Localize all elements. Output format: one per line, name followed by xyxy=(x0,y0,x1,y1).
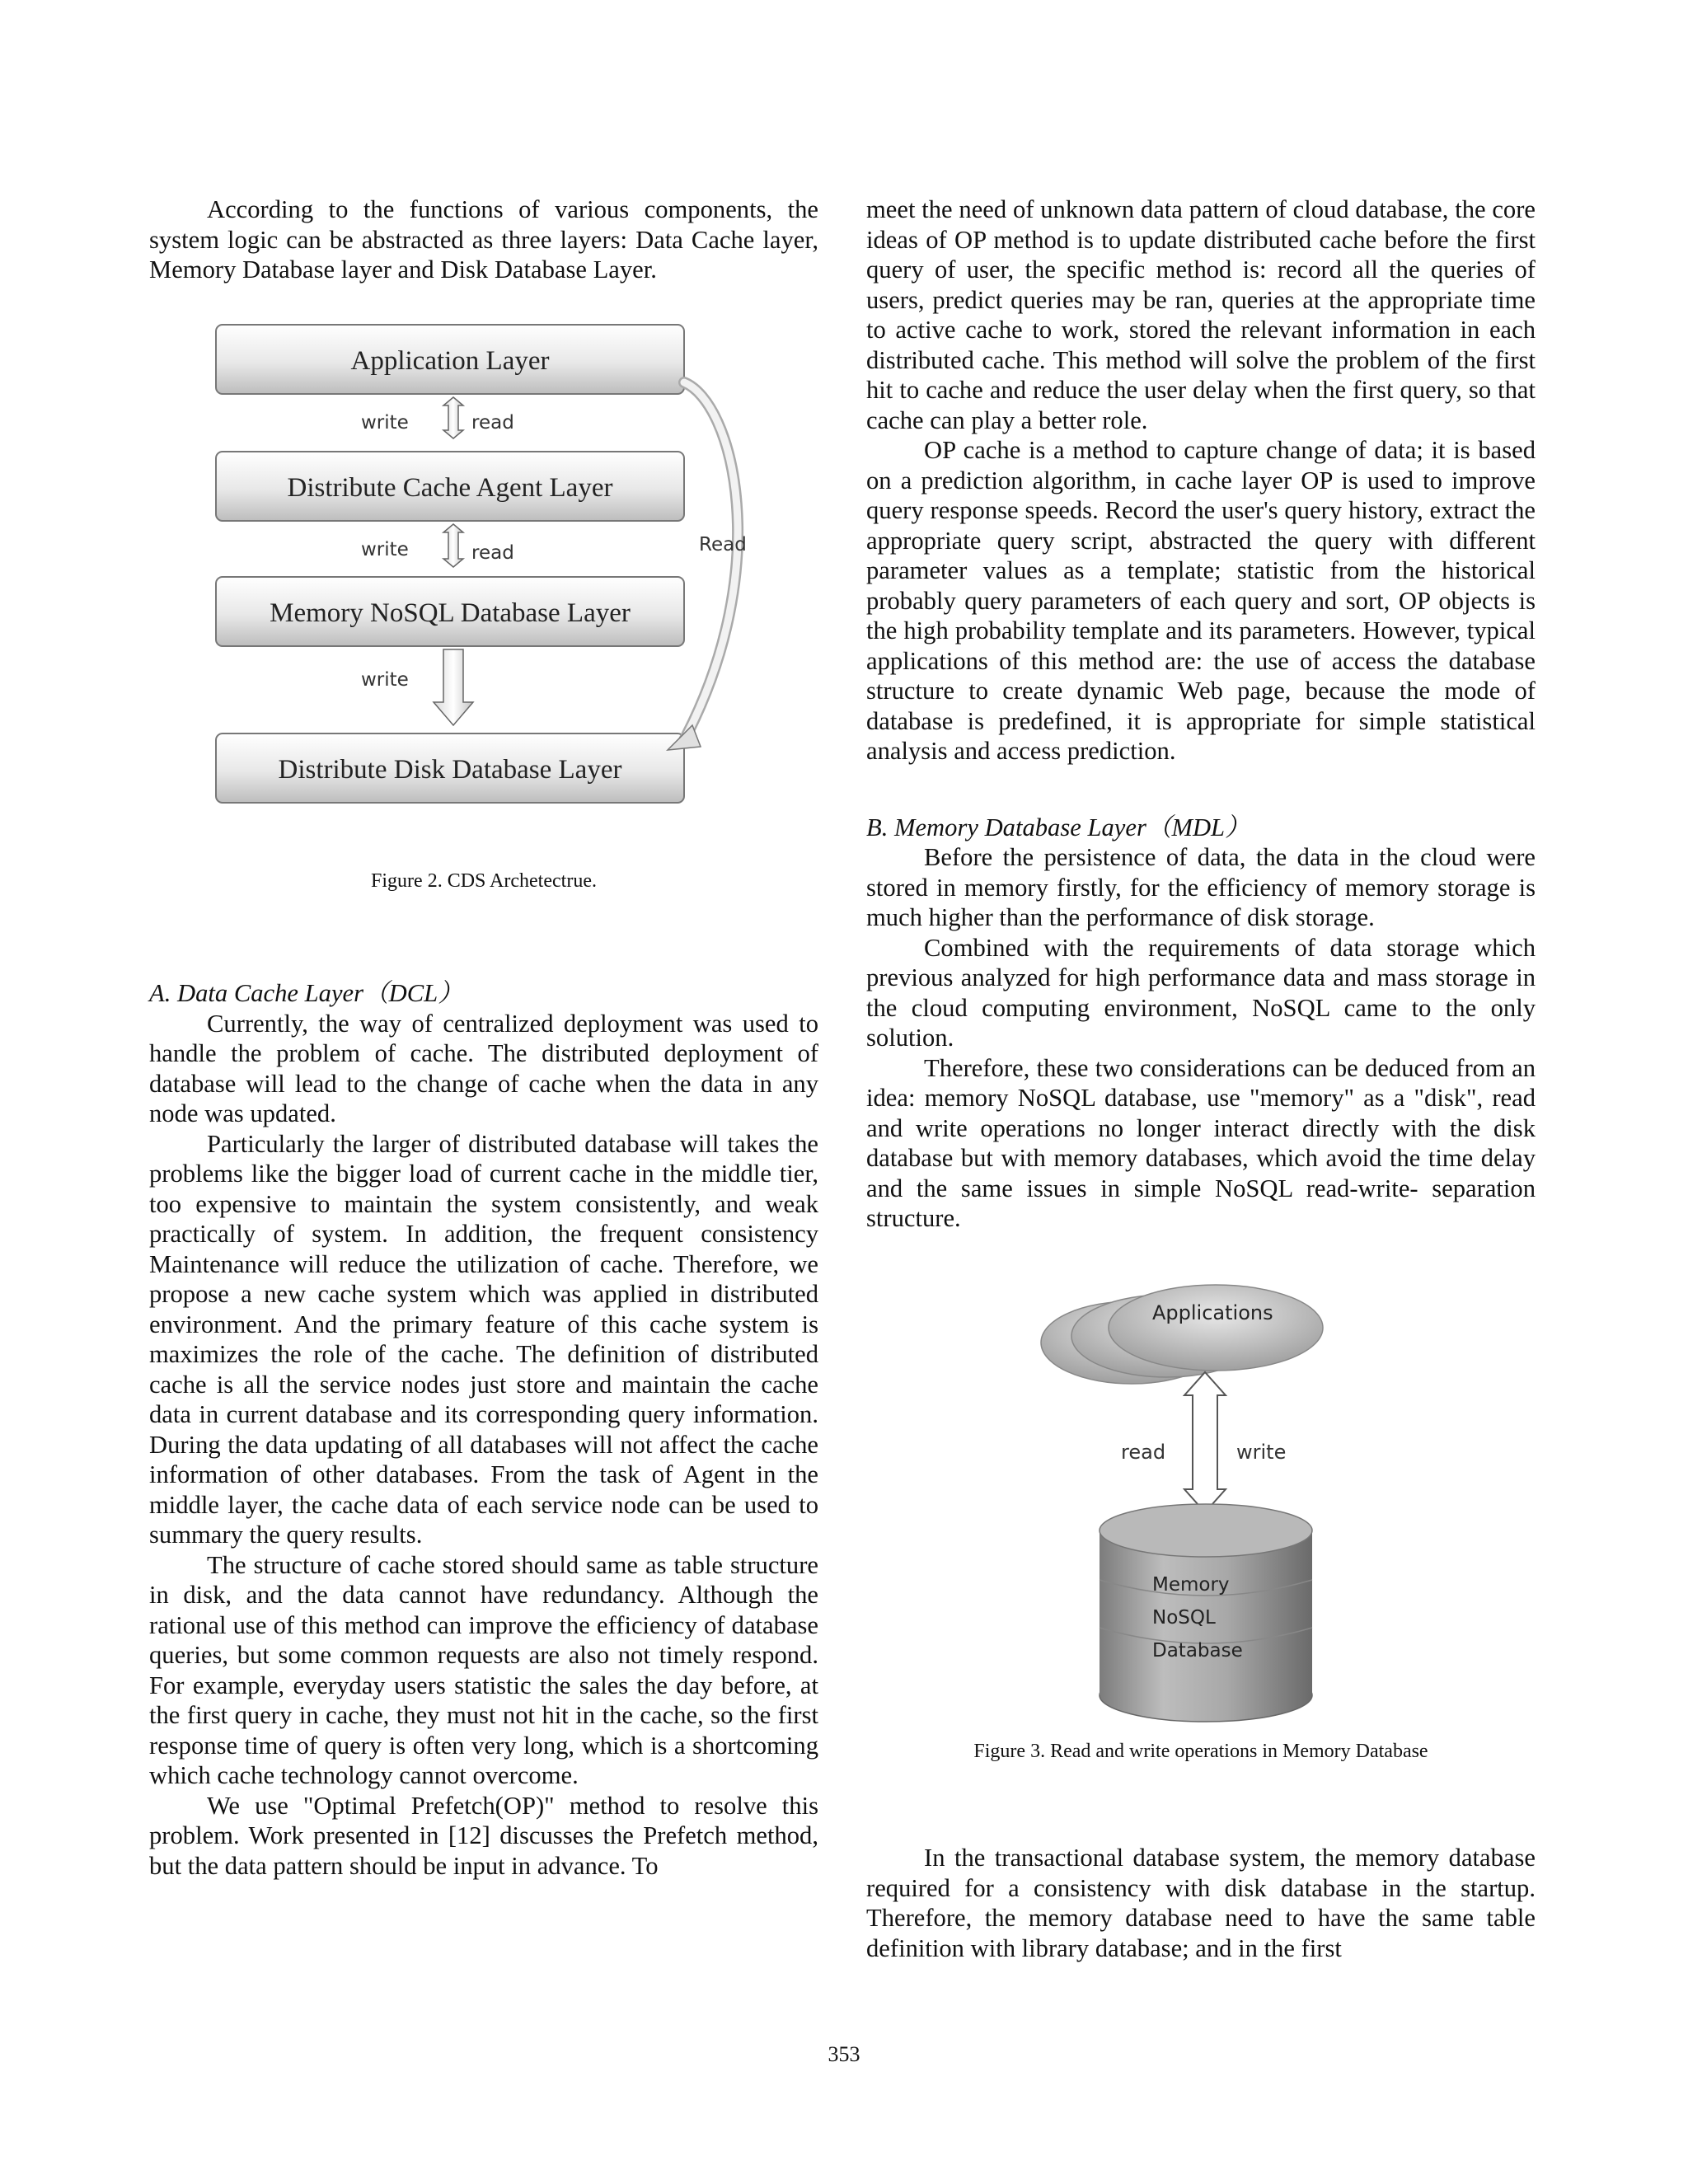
paragraph: Particularly the larger of distributed database will takes the problems like the bigger load of current cache in the middle tier, too expensive to maintain the system consistently, and weak practically of system. In addition, the frequent consistency Maintenance will reduce the utilization of cache. Therefore, we propose a new cache system which was applied in distributed environment. And the primary feature of this cache system is maximizes the role of the cache. The definition of distributed cache is all the service nodes just store and maintain the cache data in current database and its corresponding query information. During the data updating of all databases will not affect the cache information of other databases. From the task of Agent in the middle layer, the cache data of each service node can be used to summary the query results. xyxy=(149,1129,818,1549)
paragraph: We use "Optimal Prefetch(OP)" method to resolve this problem. Work presented in [12] discusses the Prefetch method, but the data pattern should be input in advance. To xyxy=(149,1791,818,1880)
figure-3-diagram xyxy=(1034,1273,1364,1727)
layer-label-disk-database: Distribute Disk Database Layer xyxy=(278,755,622,785)
left-column-lower xyxy=(149,978,818,1881)
applications-label: Applications xyxy=(1152,1301,1273,1324)
paragraph: Before the persistence of data, the data in the cloud were stored in memory firstly, for the efficiency of memory storage is much higher than the performance of disk storage. xyxy=(866,843,1536,931)
figure-3-caption: Figure 3. Read and write operations in Memory Database xyxy=(973,1741,1428,1762)
figure-2-caption: Figure 2. CDS Archetectrue. xyxy=(371,870,597,892)
figure-2-diagram xyxy=(206,320,767,823)
paragraph: The structure of cache stored should same as table structure in disk, and the data cannot have redundancy. Although the rational use of this method can improve the efficiency of database queries, but some common requests are also not timely respond. For example, everyday users statistic the sales the day before, at the first query in cache, they must not hit in the cache, so the first response time of query is often very long, which is a shortcoming which cache technology cannot overcome. xyxy=(149,1550,818,1789)
read-label: read xyxy=(471,412,514,434)
write-label: write xyxy=(361,539,409,560)
paragraph: In the transactional database system, the memory database required for a consistency with disk database in the startup. Therefore, the memory database need to have the same table definition with library database; and in the first xyxy=(866,1844,1536,1962)
paragraph: OP cache is a method to capture change of data; it is based on a prediction algorithm, in cache layer OP is used to improve query response speeds. Record the user's query history, extract the appropriate query script, abstracted the query with different parameter values as a template; statistic from the historical probably query parameters of each query and sort, OP objects is the high probability template and its parameters. However, typical applications of this method are: the use of access the database structure to create dynamic Web page, because the mode of database is predefined, it is appropriate for simple statistical analysis and access prediction. xyxy=(866,436,1536,765)
db-label-database: Database xyxy=(1152,1640,1243,1661)
write-label: write xyxy=(361,412,409,434)
layer-label-cache-agent: Distribute Cache Agent Layer xyxy=(287,473,613,503)
side-read-label: Read xyxy=(699,534,747,555)
db-label-nosql: NoSQL xyxy=(1152,1607,1216,1629)
layer-label-application: Application Layer xyxy=(350,346,550,376)
read-label: read xyxy=(471,542,514,564)
paragraph: Therefore, these two considerations can be deduced from an idea: memory NoSQL database, use "memory" as a "disk", read and write operations no longer interact directly with the disk database but with memory databases, which avoid the time delay and the same issues in simple NoSQL read-write- separation structure. xyxy=(866,1053,1536,1232)
section-a-heading: A. Data Cache Layer（DCL） xyxy=(149,979,463,1007)
layer-label-memory-nosql: Memory NoSQL Database Layer xyxy=(270,598,631,628)
read-label: read xyxy=(1121,1441,1166,1464)
paragraph: Currently, the way of centralized deployment was used to handle the problem of cache. The distributed deployment of database will lead to the change of cache when the data in any node was updated. xyxy=(149,1009,818,1127)
write-label: write xyxy=(1236,1441,1287,1464)
db-label-memory: Memory xyxy=(1152,1574,1230,1596)
page-number: 353 xyxy=(828,2042,860,2066)
paragraph: According to the functions of various components, the system logic can be abstracted as three layers: Data Cache layer, Memory Database layer and Disk Database Layer. xyxy=(149,195,818,284)
right-column-lower xyxy=(866,1843,1536,1963)
write-label: write xyxy=(361,669,409,691)
section-b-heading: B. Memory Database Layer（MDL） xyxy=(866,813,1250,841)
paragraph: meet the need of unknown data pattern of cloud database, the core ideas of OP method is to update distributed cache before the first query of user, the specific method is: record all the queries of users, predict queries may be ran, queries at the appropriate time to active cache to work, stored the relevant information in each distributed cache. This method will solve the problem of the first hit to cache and reduce the user delay when the first query, so that cache can play a better role. xyxy=(866,195,1536,434)
right-column xyxy=(866,194,1536,1234)
paragraph: Combined with the requirements of data storage which previous analyzed for high performance data and mass storage in the cloud computing environment, NoSQL came to the only solution. xyxy=(866,933,1536,1052)
